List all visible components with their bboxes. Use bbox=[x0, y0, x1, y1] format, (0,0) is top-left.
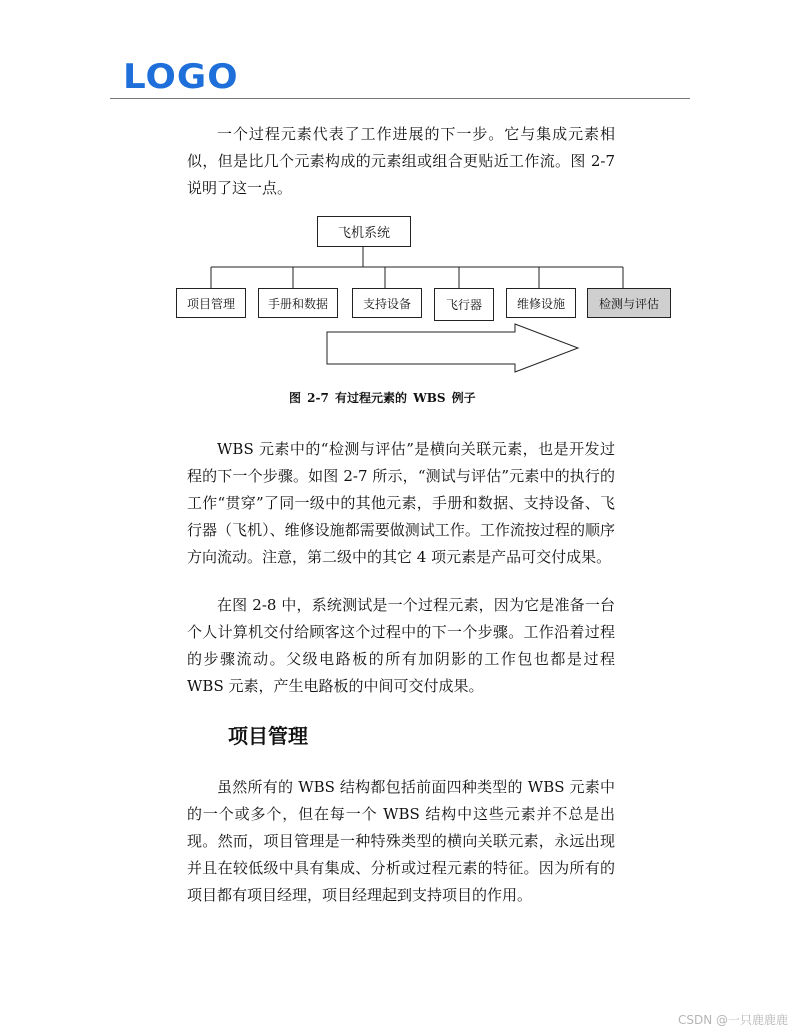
node-child-maintenance-facilities: 维修设施 bbox=[506, 288, 576, 318]
paragraph-figure-2-8: 在图 2-8 中，系统测试是一个过程元素，因为它是准备一台个人计算机交付给顾客这个过程中的下一个步骤。工作沿着过程的步骤流动。父级电路板的所有加阴影的工作包也都是过程 WBS 元素，产生电路板的中间可交付成果。 bbox=[187, 596, 615, 695]
node-child-aircraft: 飞行器 bbox=[434, 288, 494, 321]
node-root: 飞机系统 bbox=[317, 216, 411, 247]
paragraph-intro: 一个过程元素代表了工作进展的下一步。它与集成元素相似，但是比几个元素构成的元素组或组合更贴近工作流。图 2-7 说明了这一点。 bbox=[187, 125, 615, 197]
header-divider bbox=[110, 98, 690, 99]
node-child-test-evaluation: 检测与评估 bbox=[587, 288, 671, 318]
node-child-manuals-data: 手册和数据 bbox=[258, 288, 338, 318]
node-child-project-management: 项目管理 bbox=[176, 288, 246, 318]
section-heading: 项目管理 bbox=[228, 724, 308, 748]
paragraph-project-management: 虽然所有的 WBS 结构都包括前面四种类型的 WBS 元素中的一个或多个，但在每一个 WBS 结构中这些元素并不总是出现。然而，项目管理是一种特殊类型的横向关联元素，永远出现并且在较低级中具有集成、分析或过程元素的特征。因为所有的项目都有项目经理，项目经理起到支持项目的作用。 bbox=[187, 778, 615, 904]
wbs-diagram bbox=[175, 215, 675, 380]
node-child-support-equipment: 支持设备 bbox=[352, 288, 422, 318]
logo: LOGO bbox=[123, 57, 239, 97]
process-flow-arrow bbox=[327, 324, 578, 372]
paragraph-wbs-test: WBS 元素中的“检测与评估”是横向关联元素，也是开发过程的下一个步骤。如图 2-7 所示，“测试与评估”元素中的执行的工作“贯穿”了同一级中的其他元素，手册和数据、支持设备、飞行器（飞机）、维修设施都需要做测试工作。工作流按过程的顺序方向流动。注意，第二级中的其它 4 项元素是产品可交付成果。 bbox=[187, 440, 615, 566]
figure-caption: 图 2-7 有过程元素的 WBS 例子 bbox=[289, 391, 476, 405]
watermark: CSDN @一只鹿鹿鹿 bbox=[677, 1013, 788, 1027]
